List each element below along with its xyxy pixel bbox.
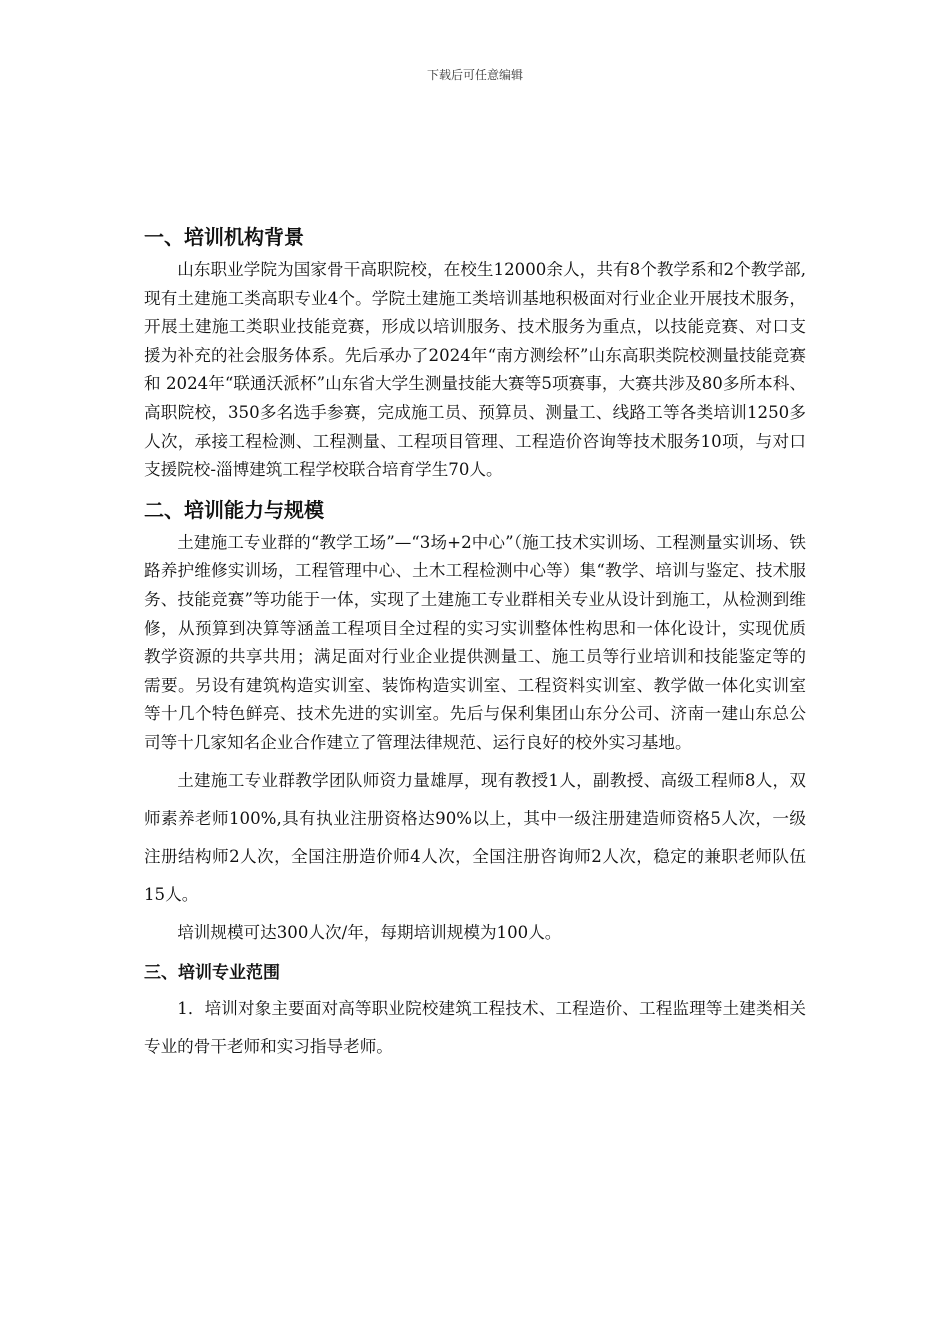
section-3-title: 三、培训专业范围 xyxy=(144,962,280,983)
document-body xyxy=(144,222,806,1066)
section-2-title: 二、培训能力与规模 xyxy=(144,497,324,522)
header-note: 下载后可任意编辑 xyxy=(426,68,523,82)
section-2-paragraph-1: 土建施工专业群的“教学工场”—“3场+2中心”（施工技术实训场、工程测量实训场、铁路养护维修实训场，工程管理中心、土木工程检测中心等）集“教学、培训与鉴定、技术服务、技能竞赛”等功能于一体，实现了土建施工专业群相关专业从设计到施工，从检测到维修，从预算到决算等涵盖工程项目全过程的实习实训整体性构思和一体化设计，实现优质教学资源的共享共用；满足面对行业企业提供测量工、施工员等行业培训和技能鉴定等的需要。另设有建筑构造实训室、装饰构造实训室、工程资料实训室、教学做一体化实训室等十几个特色鲜亮、技术先进的实训室。先后与保利集团山东分公司、济南一建山东总公司等十几家知名企业合作建立了管理法律规范、运行良好的校外实习基地。 xyxy=(144,532,806,752)
section-2-paragraph-3: 培训规模可达300人次/年，每期培训规模为100人。 xyxy=(177,922,562,942)
section-1-title: 一、培训机构背景 xyxy=(144,225,304,249)
section-3-paragraph-1: 1．培训对象主要面对高等职业院校建筑工程技术、工程造价、工程监理等土建类相关专业的骨干老师和实习指导老师。 xyxy=(144,998,806,1056)
section-1-paragraph-1: 山东职业学院为国家骨干高职院校，在校生12000余人，共有8个教学系和2个教学部,现有土建施工类高职专业4个。学院土建施工类培训基地积极面对行业企业开展技术服务，开展土建施工类职业技能竞赛，形成以培训服务、技术服务为重点，以技能竞赛、对口支援为补充的社会服务体系。先后承办了2024年“南方测绘杯”山东高职类院校测量技能竞赛和 2024年“联通沃派杯”山东省大学生测量技能大赛等5项赛事，大赛共涉及80多所本科、高职院校，350多名选手参赛，完成施工员、预算员、测量工、线路工等各类培训1250多人次，承接工程检测、工程测量、工程项目管理、工程造价咨询等技术服务10项，与对口支援院校-淄博建筑工程学校联合培育学生70人。 xyxy=(144,260,806,480)
section-2-paragraph-2: 土建施工专业群教学团队师资力量雄厚，现有教授1人，副教授、高级工程师8人，双师素养老师100%,具有执业注册资格达90%以上，其中一级注册建造师资格5人次，一级注册结构师2人次，全国注册造价师4人次，全国注册咨询师2人次，稳定的兼职老师队伍15人。 xyxy=(144,770,806,904)
